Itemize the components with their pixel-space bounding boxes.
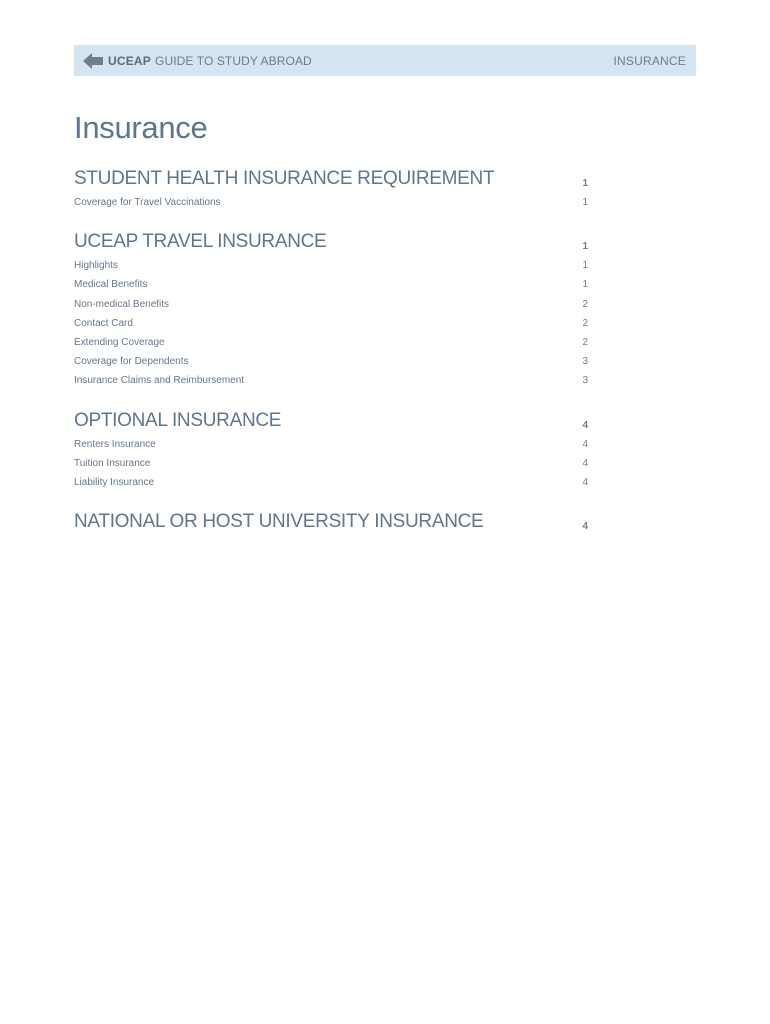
arrow-left-icon[interactable] bbox=[83, 52, 103, 70]
toc-item-page: 1 bbox=[582, 260, 588, 272]
toc-item[interactable] bbox=[74, 295, 588, 314]
toc-item-label: Liability Insurance bbox=[74, 476, 155, 488]
toc-item[interactable] bbox=[74, 473, 588, 492]
section-label: INSURANCE bbox=[613, 53, 686, 68]
toc-heading-page: 4 bbox=[582, 419, 588, 431]
toc-item[interactable] bbox=[74, 435, 588, 454]
toc-item-page: 4 bbox=[582, 476, 588, 488]
toc-item-label: Non-medical Benefits bbox=[74, 298, 170, 310]
toc-item[interactable] bbox=[74, 454, 588, 473]
toc-section bbox=[74, 408, 588, 493]
toc-section bbox=[74, 166, 588, 212]
toc-item-page: 3 bbox=[582, 375, 588, 387]
toc-item-page: 2 bbox=[582, 317, 588, 329]
toc-heading-title: STUDENT HEALTH INSURANCE REQUIREMENT bbox=[74, 168, 495, 189]
toc-item-label: Tuition Insurance bbox=[74, 457, 151, 469]
guide-title: GUIDE TO STUDY ABROAD bbox=[155, 53, 312, 68]
toc-item-page: 2 bbox=[582, 337, 588, 349]
toc-item-page: 1 bbox=[582, 197, 588, 209]
toc-heading[interactable] bbox=[74, 229, 588, 253]
toc-item[interactable] bbox=[74, 256, 588, 275]
toc-item-page: 2 bbox=[582, 298, 588, 310]
toc-item[interactable] bbox=[74, 371, 588, 390]
toc-item-label: Coverage for Travel Vaccinations bbox=[74, 197, 221, 209]
toc-item-label: Medical Benefits bbox=[74, 279, 148, 291]
brand-name: UCEAP bbox=[108, 53, 152, 68]
toc-item-label: Contact Card bbox=[74, 317, 133, 329]
page-title: Insurance bbox=[74, 110, 208, 145]
toc-heading-page: 1 bbox=[582, 241, 588, 253]
toc-heading[interactable] bbox=[74, 166, 588, 190]
toc-item[interactable] bbox=[74, 193, 588, 212]
toc-item-label: Extending Coverage bbox=[74, 337, 165, 349]
toc-heading-title: NATIONAL OR HOST UNIVERSITY INSURANCE bbox=[74, 511, 484, 533]
toc-item[interactable] bbox=[74, 352, 588, 371]
toc-item[interactable] bbox=[74, 275, 588, 294]
toc-item-label: Highlights bbox=[74, 260, 118, 272]
toc-item-label: Coverage for Dependents bbox=[74, 356, 189, 368]
toc-section bbox=[74, 509, 588, 533]
toc-item[interactable] bbox=[74, 314, 588, 333]
page-header bbox=[74, 45, 696, 76]
table-of-contents bbox=[74, 166, 588, 550]
toc-item[interactable] bbox=[74, 333, 588, 352]
toc-heading-title: OPTIONAL INSURANCE bbox=[74, 409, 282, 431]
toc-item-page: 3 bbox=[582, 356, 588, 368]
toc-heading[interactable] bbox=[74, 509, 588, 533]
toc-item-page: 1 bbox=[582, 279, 588, 291]
toc-item-page: 4 bbox=[582, 438, 588, 450]
toc-item-page: 4 bbox=[582, 457, 588, 469]
toc-heading[interactable] bbox=[74, 408, 588, 432]
toc-heading-page: 1 bbox=[582, 178, 588, 189]
toc-heading-page: 4 bbox=[582, 521, 588, 533]
toc-section bbox=[74, 229, 588, 390]
toc-item-label: Insurance Claims and Reimbursement bbox=[74, 375, 245, 387]
toc-heading-title: UCEAP TRAVEL INSURANCE bbox=[74, 231, 327, 253]
toc-item-label: Renters Insurance bbox=[74, 438, 156, 450]
